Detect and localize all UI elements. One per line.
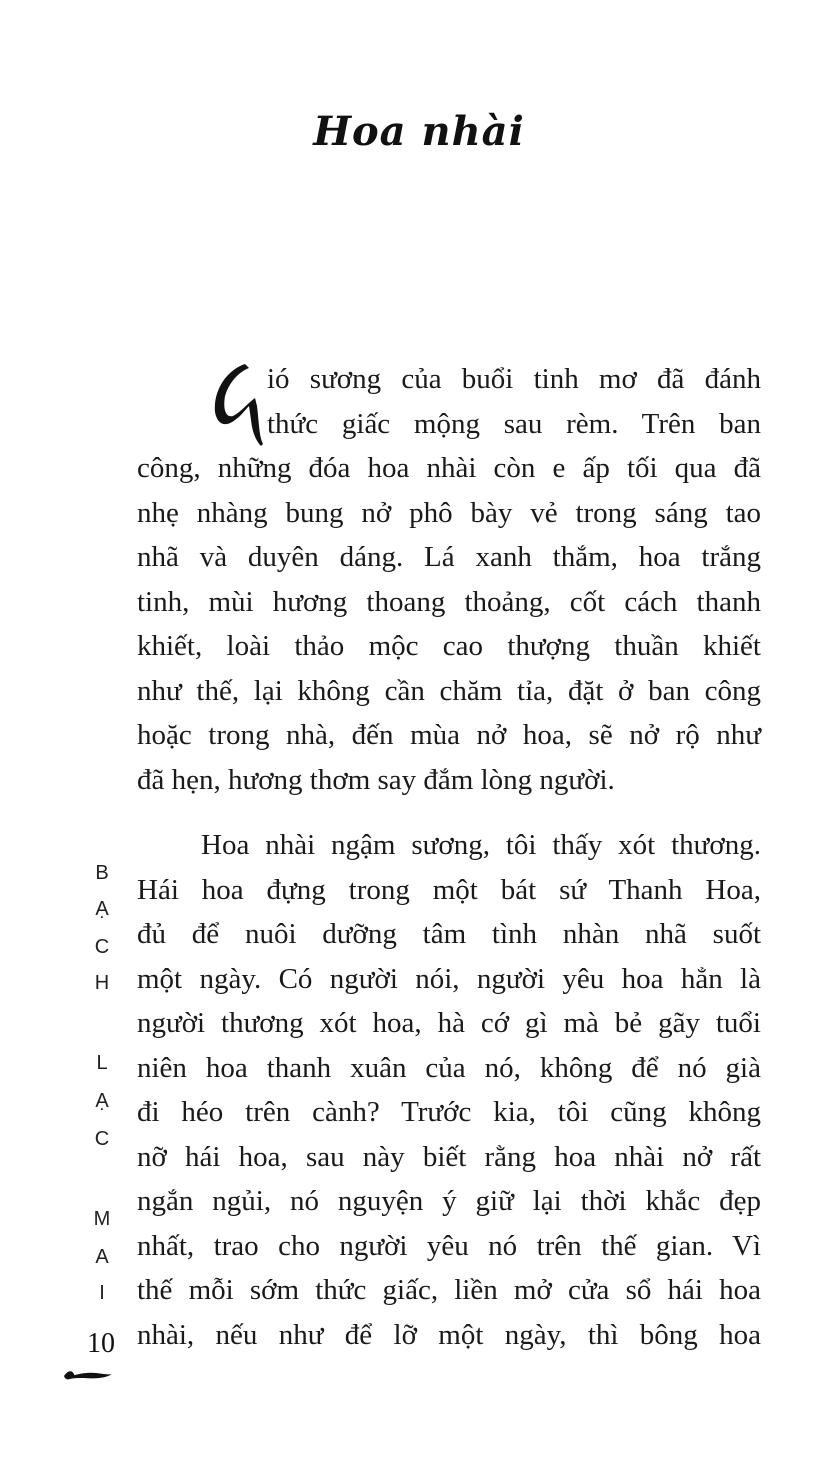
paragraph-2-line: niên hoa thanh xuân của nó, không để nó già (137, 1051, 761, 1084)
spine-letter: C (94, 1128, 110, 1150)
paragraph-2-line: Hoa nhài ngậm sương, tôi thấy xót thương. (201, 829, 761, 861)
spine-letter: L (96, 1052, 108, 1074)
paragraph-2-line: người thương xót hoa, hà cớ gì mà bẻ gãy tuổi (137, 1007, 761, 1039)
paragraph-1-line: công, những đóa hoa nhài còn e ấp tối qua đã (137, 452, 761, 484)
paragraph-1-line: khiết, loài thảo mộc cao thượng thuần khiết (137, 630, 761, 662)
paragraph-1-line: như thế, lại không cần chăm tỉa, đặt ở ban công (137, 674, 761, 707)
paragraph-1 (137, 357, 761, 802)
paragraph-2-line: Hái hoa đựng trong một bát sứ Thanh Hoa, (137, 873, 761, 906)
paragraph-2-line: nhất, trao cho người yêu nó trên thế gian. Vì (137, 1229, 761, 1262)
spine-letter: C (94, 936, 110, 958)
spine-letter: M (93, 1208, 111, 1230)
paragraph-2-line: nhài, nếu như để lỡ một ngày, thì bông hoa (137, 1318, 761, 1351)
chapter-title: Hoa nhài (313, 108, 525, 155)
spine-letter: Ạ (95, 1090, 109, 1112)
paragraph-1-line: nhã và duyên dáng. Lá xanh thắm, hoa trắng (137, 541, 761, 573)
paragraph-1-line: thức giấc mộng sau rèm. Trên ban (267, 407, 761, 440)
paragraph-1-line: tinh, mùi hương thoang thoảng, cốt cách thanh (137, 585, 761, 618)
spine-letter: H (94, 972, 110, 994)
paragraph-2 (137, 823, 761, 1357)
paragraph-2-line: đủ để nuôi dưỡng tâm tình nhàn nhã suốt (137, 918, 761, 950)
spine-letter: I (99, 1282, 105, 1304)
page-number: 10 (87, 1328, 115, 1359)
paragraph-2-line: đi héo trên cành? Trước kia, tôi cũng không (137, 1096, 761, 1128)
paragraph-2-line: một ngày. Có người nói, người yêu hoa hẳn là (137, 962, 761, 995)
spine-letter: A (95, 1246, 109, 1268)
paragraph-1-line: nhẹ nhàng bung nở phô bày vẻ trong sáng tao (137, 496, 761, 529)
paragraph-1-line: ió sương của buổi tinh mơ đã đánh (267, 363, 761, 395)
paragraph-1-line: hoặc trong nhà, đến mùa nở hoa, sẽ nở rộ như (137, 719, 761, 751)
paragraph-2-line: nỡ hái hoa, sau này biết rằng hoa nhài nở rất (137, 1140, 761, 1173)
spine-letter: B (95, 862, 109, 884)
paragraph-1-line: đã hẹn, hương thơm say đắm lòng người. (137, 763, 615, 796)
spine-letter: Ạ (95, 898, 109, 920)
paragraph-2-line: ngắn ngủi, nó nguyện ý giữ lại thời khắc đẹp (137, 1185, 761, 1217)
swash-ornament-icon (62, 1366, 114, 1382)
paragraph-2-line: thế mỗi sớm thức giấc, liền mở cửa sổ hái hoa (137, 1274, 761, 1306)
